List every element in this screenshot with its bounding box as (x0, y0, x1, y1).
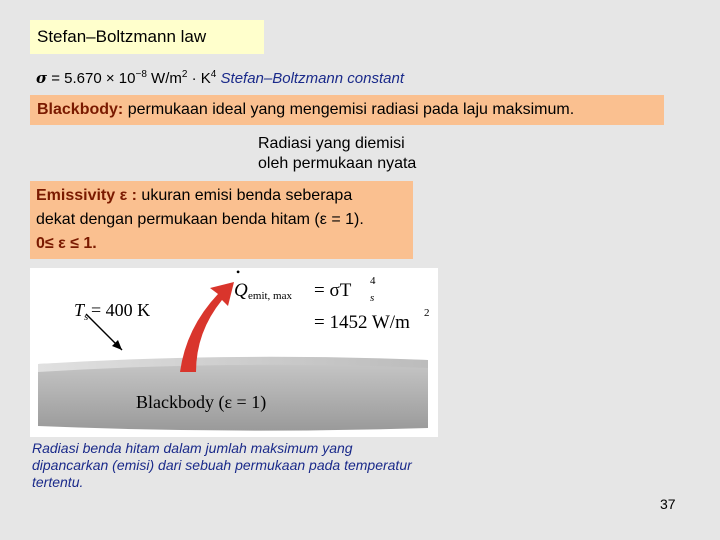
emissivity-text1: ukuran emisi benda seberapa (136, 187, 353, 204)
real-surface-caption (258, 134, 416, 174)
blackbody-text: permukaan ideal yang mengemisi radiasi pada laju maksimum. (123, 101, 575, 118)
constant-unit-a: W/m (146, 70, 182, 87)
constant-unit-b-exp: 4 (210, 69, 217, 80)
ts-value: = 400 K (91, 300, 151, 320)
blackbody-term: Blackbody: (37, 101, 124, 118)
surface-label: Blackbody (ε = 1) (136, 392, 267, 412)
eq1-rhs: = σT (314, 280, 352, 301)
figure-caption: Radiasi benda hitam dalam jumlah maksimum yang dipancarkan (emisi) dari sebuah permukaan pada temperatur tertentu. (32, 440, 412, 490)
ts-sub: s (84, 311, 89, 323)
constant-exponent: −8 (135, 69, 147, 80)
q-subscript: emit, max (248, 290, 292, 302)
blackbody-figure (30, 268, 438, 437)
stefan-boltzmann-constant (36, 69, 404, 87)
constant-description: Stefan–Boltzmann constant (220, 70, 404, 87)
ts-label: T (74, 300, 85, 320)
eq1-exp: 4 (370, 275, 376, 287)
blackbody-definition (30, 95, 664, 125)
eq2: = 1452 W/m (314, 312, 410, 333)
q-symbol: Q (234, 280, 248, 301)
sigma-symbol: σ (36, 69, 48, 87)
page-number: 37 (660, 496, 676, 512)
q-dot: • (236, 268, 241, 279)
emissivity-text2: dekat dengan permukaan benda hitam (ε = 1). (36, 211, 364, 228)
constant-value: = 5.670 × 10 (47, 70, 136, 87)
eq2-exp: 2 (424, 307, 430, 319)
real-surface-caption-line1: Radiasi yang diemisi (258, 135, 405, 152)
emissivity-term: Emissivity ε : (36, 187, 137, 204)
real-surface-caption-line2: oleh permukaan nyata (258, 155, 417, 172)
emissivity-definition (30, 181, 413, 259)
constant-unit-a-exp: 2 (181, 69, 188, 80)
eq1-sub: s (370, 292, 375, 304)
blackbody-illustration (30, 268, 438, 437)
slide-title-text: Stefan–Boltzmann law (37, 27, 207, 46)
constant-unit-b: · K (187, 70, 211, 87)
slide-title (30, 20, 264, 54)
emissivity-range: 0≤ ε ≤ 1. (36, 235, 97, 252)
